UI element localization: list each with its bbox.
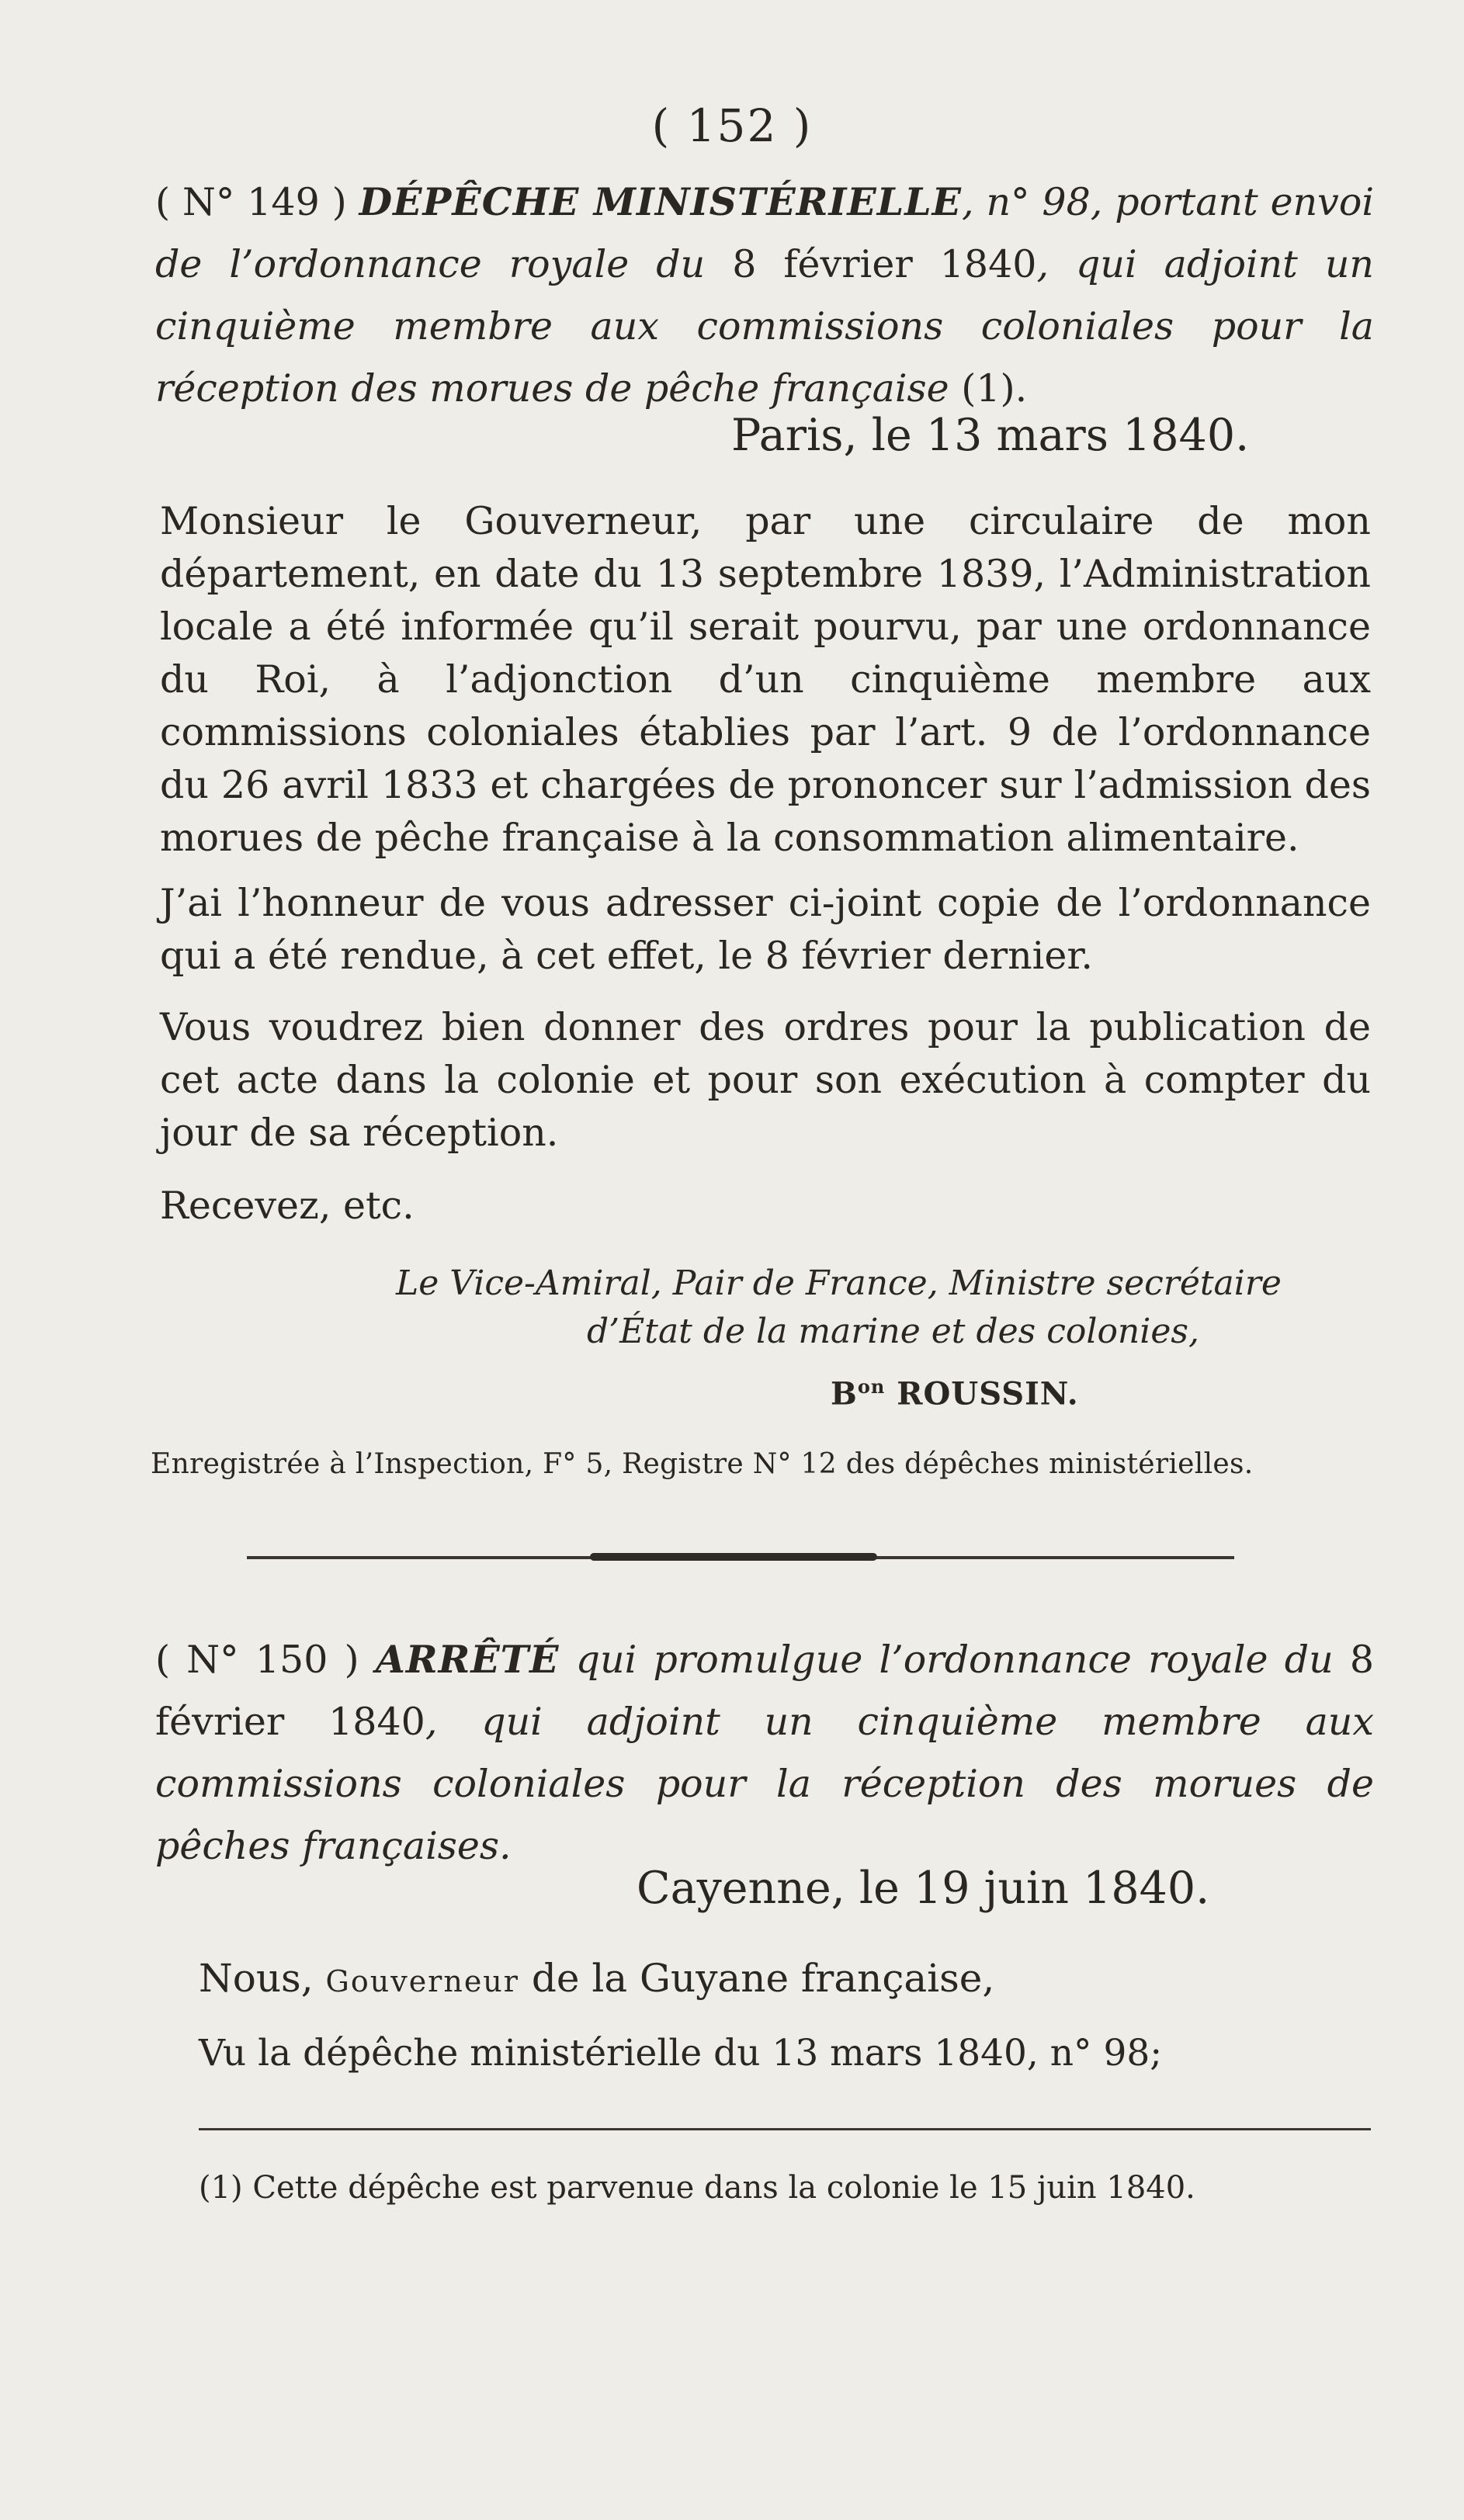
- section-divider-swell: [590, 1553, 877, 1561]
- dateline-paris: Paris, le 13 mars 1840.: [731, 410, 1250, 461]
- signature-line-1: Le Vice-Amiral, Pair de France, Ministre secrétaire: [396, 1263, 1282, 1303]
- signature-line-2: d’État de la marine et des colonies,: [587, 1312, 1199, 1351]
- closing-line: Recevez, etc.: [160, 1184, 415, 1228]
- title-part-a: portant envoi de l’ordonnance royale du: [155, 180, 1374, 286]
- paragraph-2: J’ai l’honneur de vous adresser ci-joint copie de l’ordonnance qui a été rendue, à cet effet, le 8 février dernier.: [160, 881, 1371, 978]
- document-number: ( N° 149 ): [155, 180, 347, 224]
- document-kind: DÉPÊCHE MINISTÉRIELLE: [359, 179, 963, 224]
- footnote: (1) Cette dépêche est parvenue dans la colonie le 15 juin 1840.: [199, 2170, 1195, 2206]
- footnote-reference: (1).: [961, 366, 1028, 411]
- document-149-heading: [155, 171, 1374, 420]
- nous-gouverneur-line: Nous, Gouverneur de la Guyane française,: [199, 1956, 995, 2001]
- title-part-a: qui promulgue l’ordonnance royale du: [575, 1638, 1334, 1682]
- title-date: 8 février 1840: [155, 1638, 1375, 1744]
- dispatch-reference: , n° 98,: [962, 180, 1103, 224]
- paragraph-1: Monsieur le Gouverneur, par une circulaire de mon département, en date du 13 septembre 1839, l’Administration locale a été informée qu’il serait pourvu, par une ordonnance du Roi, à l’adjonction d’un cinquième membre aux commissions coloniales établies par l’art. 9 de l’ordonnance du 26 avril 1833 et chargées de prononcer sur l’admission des morues de pêche française à la consommation alimentaire.: [160, 499, 1371, 860]
- dateline-cayenne: Cayenne, le 19 juin 1840.: [637, 1863, 1210, 1914]
- title-part-b: , qui adjoint un cinquième membre aux commissions coloniales pour la réception des morues de pêches françaises.: [155, 1700, 1374, 1868]
- footnote-rule: [199, 2128, 1371, 2130]
- registration-note: Enregistrée à l’Inspection, F° 5, Registre N° 12 des dépêches ministérielles.: [151, 1448, 1254, 1480]
- document-kind: ARRÊTÉ: [375, 1637, 560, 1682]
- signature-name: $B^{on}$ ROUSSIN.: [831, 1375, 1079, 1413]
- page-number: ( 152 ): [651, 99, 813, 152]
- document-number: ( N° 150 ): [155, 1638, 359, 1682]
- vu-line: Vu la dépêche ministérielle du 13 mars 1840, n° 98;: [199, 2032, 1163, 2075]
- paragraph-3: Vous voudrez bien donner des ordres pour la publication de cet acte dans la colonie et pour son exécution à compter du jour de sa réception.: [160, 1005, 1371, 1155]
- document-150-heading: [155, 1628, 1374, 1877]
- title-date: 8 février 1840: [732, 242, 1037, 286]
- title-part-b: , qui adjoint un cinquième membre aux commissions coloniales pour la réception des morues de pêche française: [155, 242, 1374, 411]
